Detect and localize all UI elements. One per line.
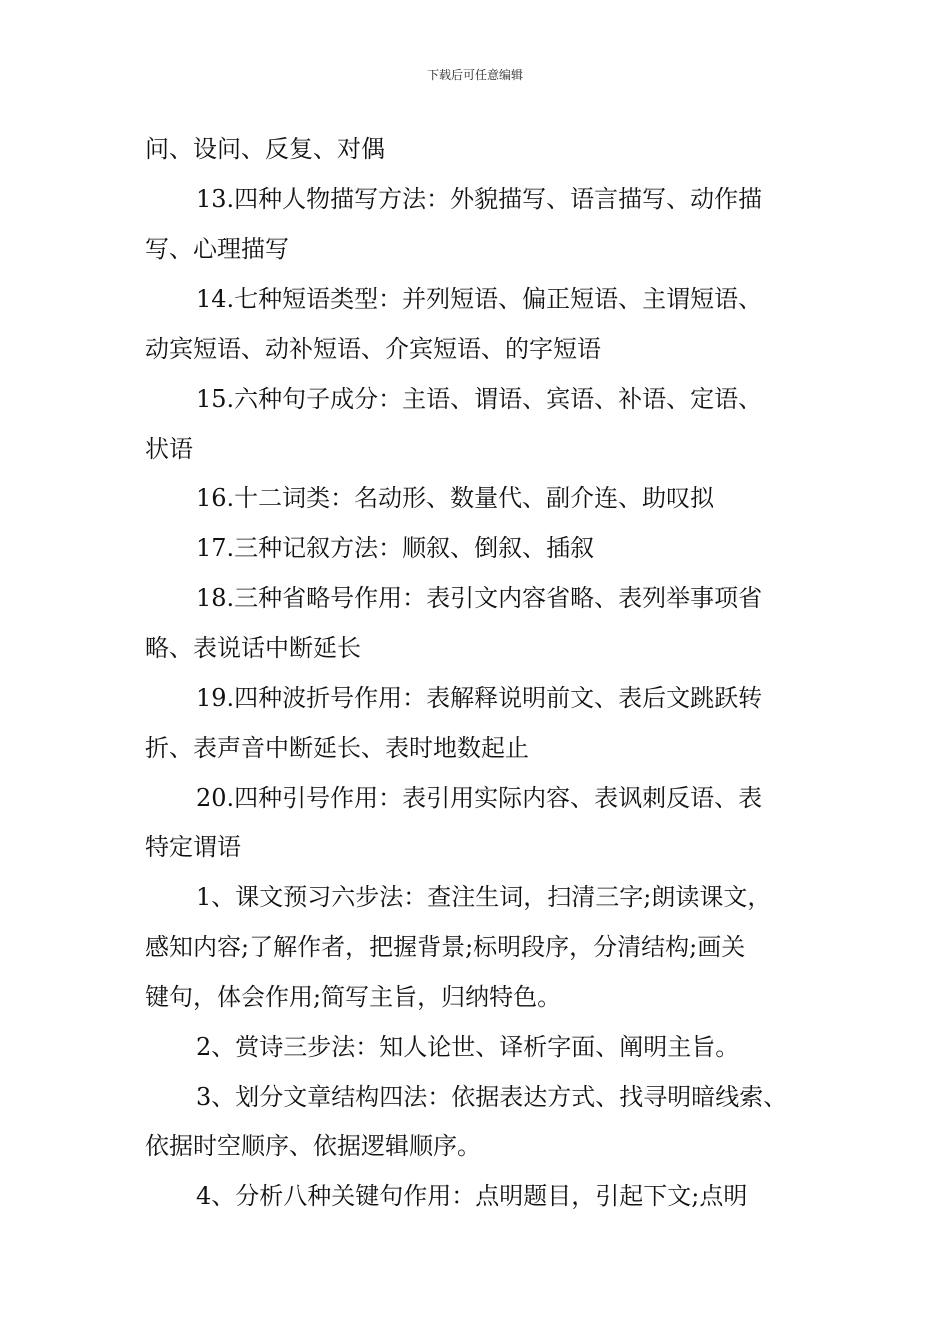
text-line: 4、分析八种关键句作用：点明题目，引起下文;点明: [196, 1182, 748, 1210]
text-line: 特定谓语: [145, 833, 241, 861]
text-line: 13.四种人物描写方法：外貌描写、语言描写、动作描: [196, 185, 763, 213]
text-line: 状语: [145, 435, 193, 463]
text-line: 16.十二词类：名动形、数量代、副介连、助叹拟: [196, 484, 715, 512]
text-line: 20.四种引号作用：表引用实际内容、表讽刺反语、表: [196, 784, 763, 812]
text-line: 14.七种短语类型：并列短语、偏正短语、主谓短语、: [196, 285, 763, 313]
text-line: 动宾短语、动补短语、介宾短语、的字短语: [145, 335, 601, 363]
text-line: 依据时空顺序、依据逻辑顺序。: [145, 1132, 481, 1160]
text-line: 3、划分文章结构四法：依据表达方式、找寻明暗线索、: [196, 1083, 788, 1111]
text-line: 18.三种省略号作用：表引文内容省略、表列举事项省: [196, 584, 763, 612]
page-header: 下载后可任意编辑: [426, 68, 523, 82]
text-line: 感知内容;了解作者，把握背景;标明段序，分清结构;画关: [145, 933, 746, 961]
text-line: 略、表说话中断延长: [145, 634, 361, 662]
text-line: 17.三种记叙方法：顺叙、倒叙、插叙: [196, 534, 595, 562]
text-line: 19.四种波折号作用：表解释说明前文、表后文跳跃转: [196, 684, 763, 712]
text-line: 问、设问、反复、对偶: [145, 135, 385, 163]
text-line: 写、心理描写: [145, 235, 289, 263]
text-line: 1、课文预习六步法：查注生词，扫清三字;朗读课文，: [196, 883, 772, 911]
text-line: 2、赏诗三步法：知人论世、译析字面、阐明主旨。: [196, 1033, 740, 1061]
text-line: 键句，体会作用;简写主旨，归纳特色。: [145, 983, 562, 1011]
text-line: 15.六种句子成分：主语、谓语、宾语、补语、定语、: [196, 385, 763, 413]
text-line: 折、表声音中断延长、表时地数起止: [145, 734, 529, 762]
